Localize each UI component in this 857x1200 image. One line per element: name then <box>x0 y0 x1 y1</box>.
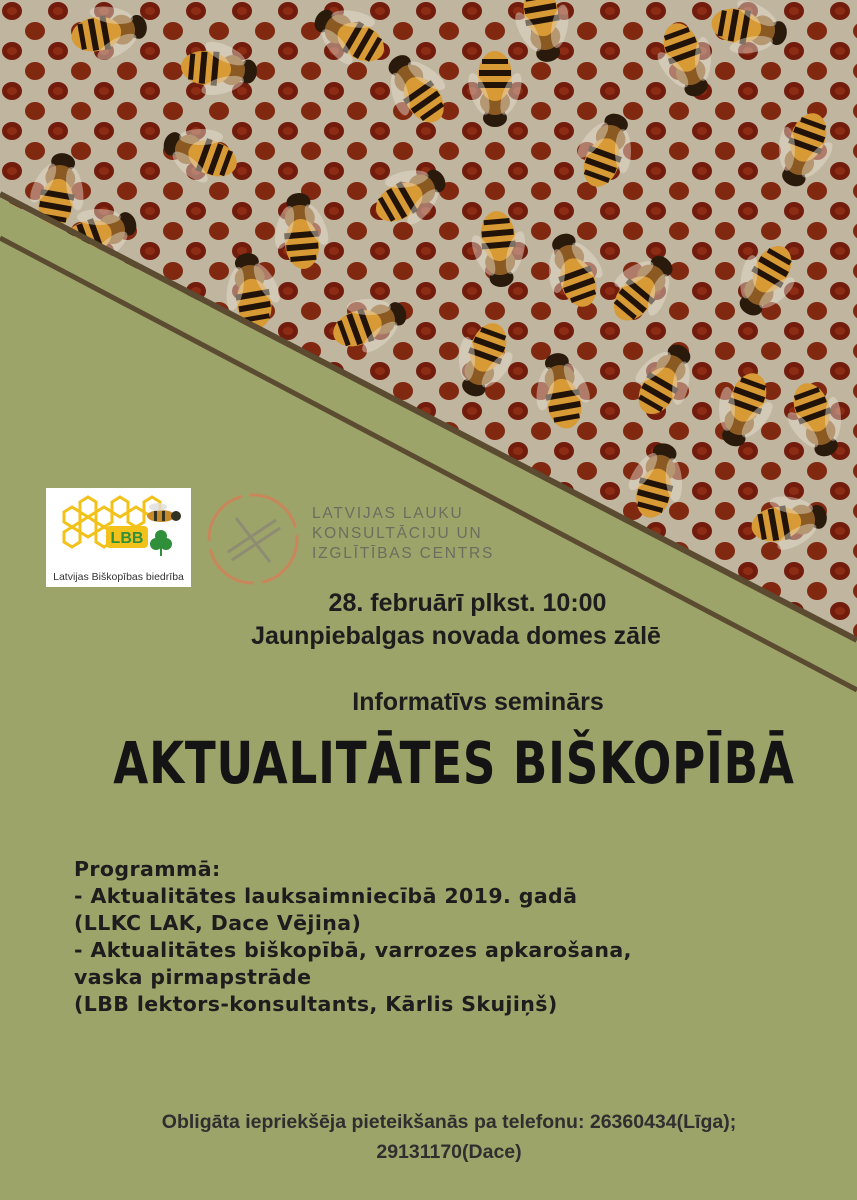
llkc-line-3: IZGLĪTĪBAS CENTRS <box>312 545 495 562</box>
llkc-cross-mark <box>206 492 300 586</box>
program-item: - Aktualitātes biškopībā, varrozes apkarošana, <box>74 938 632 962</box>
registration-line-1: Obligāta iepriekšēja pieteikšanās pa telefonu: 26360434(Līga); <box>161 1111 737 1133</box>
lbb-caption: Latvijas Biškopības biedrība <box>53 571 184 583</box>
program-heading: Programmā: <box>74 857 221 881</box>
llkc-line-2: KONSULTĀCIJU UN <box>312 525 483 542</box>
registration-note <box>40 1107 857 1167</box>
registration-line-2: 29131170(Dace) <box>376 1141 522 1163</box>
program-item: vaska pirmapstrāde <box>74 965 312 989</box>
program-item: (LLKC LAK, Dace Vējiņa) <box>74 911 362 935</box>
bee-icon <box>147 503 181 522</box>
event-date-time: 28. februārī plkst. 10:00 <box>328 589 607 617</box>
program-list <box>74 856 844 1018</box>
event-venue: Jaunpiebalgas novada domes zālē <box>251 622 661 650</box>
event-title: AKTUALITĀTES BIŠKOPĪBĀ <box>113 729 795 797</box>
event-type: Informatīvs seminārs <box>352 688 604 716</box>
llkc-line-1: LATVIJAS LAUKU <box>312 505 464 522</box>
llkc-logo-text <box>312 504 572 564</box>
clover-icon <box>150 530 172 556</box>
lbb-logo <box>46 488 191 587</box>
program-item: - Aktualitātes lauksaimniecībā 2019. gadā <box>74 884 578 908</box>
program-item: (LBB lektors-konsultants, Kārlis Skujiņš) <box>74 992 558 1016</box>
lbb-mark-text: LBB <box>110 530 144 547</box>
